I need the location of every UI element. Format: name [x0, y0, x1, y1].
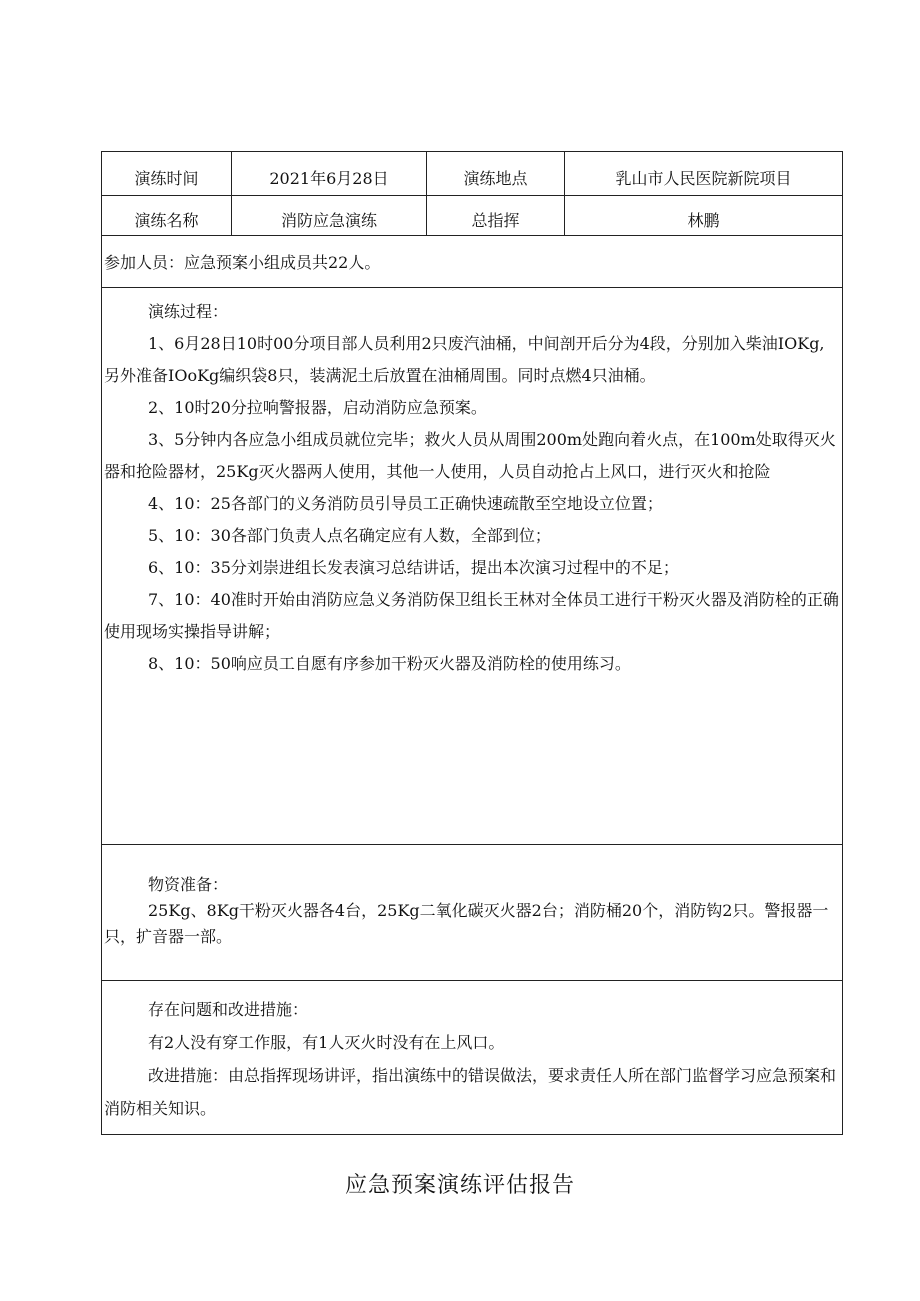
drill-process-section — [102, 288, 842, 845]
drill-record-table — [101, 151, 843, 1135]
issues-section — [102, 981, 842, 1134]
materials-heading: 物资准备： — [148, 875, 229, 894]
issues-problem: 有2人没有穿工作服，有1人灭火时没有在上风口。 — [148, 1033, 505, 1052]
participants-row: 参加人员：应急预案小组成员共22人。 — [102, 236, 842, 288]
drill-place-value: 乳山市人民医院新院项目 — [615, 169, 792, 188]
process-step: 3、5分钟内各应急小组成员就位完毕；救火人员从周围200m处跑向着火点，在100m处取得灭火器和抢险器材，25Kg灭火器两人使用，其他一人使用，人员自动抢占上风口，进行灭火和抢险 — [104, 430, 836, 481]
document-title: 应急预案演练评估报告 — [344, 1173, 575, 1198]
process-step: 8、10：50响应员工自愿有序参加干粉灭火器及消防栓的使用练习。 — [148, 654, 631, 673]
materials-text: 25Kg、8Kg干粉灭火器各4台，25Kg二氧化碳灭火器2台；消防桶20个，消防钩2只。警报器一只，扩音器一部。 — [104, 901, 829, 946]
process-step: 6、10：35分刘崇进组长发表演习总结讲话，提出本次演习过程中的不足； — [148, 558, 679, 577]
issues-improvement: 改进措施：由总指挥现场讲评，指出演练中的错误做法，要求责任人所在部门监督学习应急预案和消防相关知识。 — [104, 1066, 837, 1118]
process-step: 1、6月28日10时00分项目部人员利用2只废汽油桶，中间剖开后分为4段，分别加入柴油IOKg,另外准备IOoKg编织袋8只，装满泥土后放置在油桶周围。同时点燃4只油桶。 — [104, 334, 825, 385]
drill-place-label: 演练地点 — [427, 152, 565, 195]
commander-label: 总指挥 — [427, 196, 565, 235]
header-row-1 — [102, 152, 842, 196]
process-step: 2、10时20分拉响警报器，启动消防应急预案。 — [148, 398, 487, 417]
header-row-2 — [102, 196, 842, 236]
drill-name-value: 消防应急演练 — [232, 196, 427, 235]
drill-time-label: 演练时间 — [102, 152, 232, 195]
issues-heading: 存在问题和改进措施： — [148, 1000, 309, 1019]
materials-section — [102, 845, 842, 981]
process-step: 5、10：30各部门负责人点名确定应有人数，全部到位； — [148, 526, 551, 545]
process-step: 7、10：40准时开始由消防应急义务消防保卫组长王林对全体员工进行干粉灭火器及消防栓的正确使用现场实操指导讲解； — [104, 590, 839, 641]
commander-value: 林鹏 — [687, 211, 720, 230]
drill-name-label: 演练名称 — [102, 196, 232, 235]
drill-time-value: 2021年6月28日 — [232, 152, 427, 195]
process-step: 4、10：25各部门的义务消防员引导员工正确快速疏散至空地设立位置； — [148, 494, 663, 513]
process-heading: 演练过程： — [148, 302, 229, 321]
